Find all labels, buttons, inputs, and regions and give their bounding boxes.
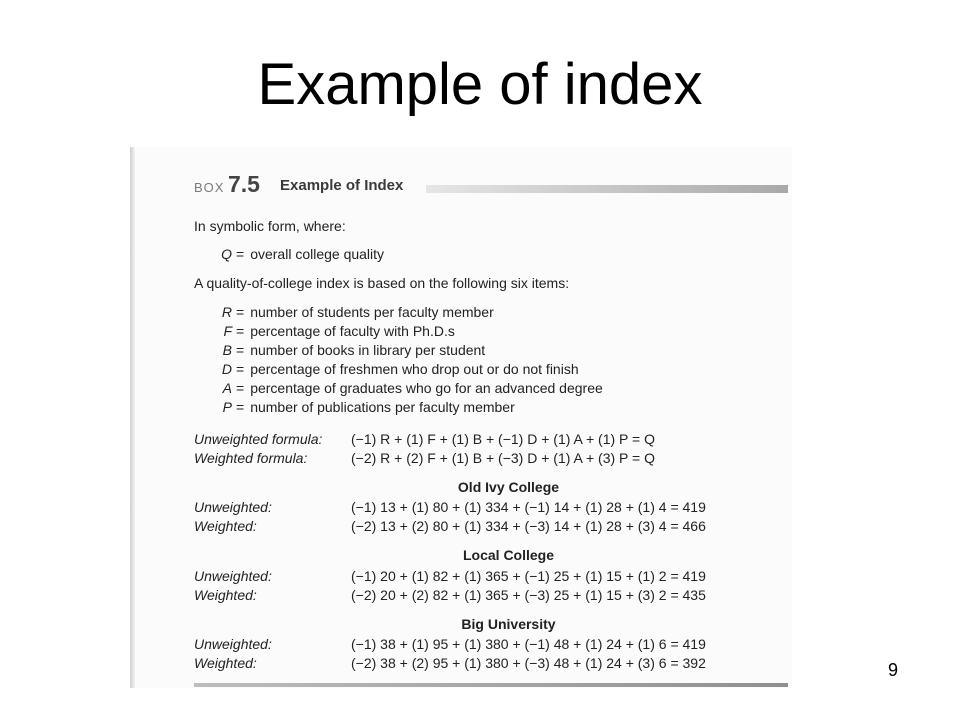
weighted-calculation: (−2) 38 + (2) 95 + (1) 380 + (−3) 48 + (1) 24 + (3) 6 = 392 [351, 655, 706, 671]
variable-description: number of students per faculty member [250, 304, 494, 320]
definition-item [214, 341, 485, 359]
college-name: Old Ivy College [457, 479, 560, 495]
unweighted-calculation: (−1) 13 + (1) 80 + (1) 334 + (−1) 14 + (1) 28 + (1) 4 = 419 [351, 499, 706, 515]
equals-sign: = [236, 361, 245, 377]
variable-description: percentage of freshmen who drop out or do not finish [250, 361, 579, 377]
variable-description: number of books in library per student [250, 342, 486, 358]
variable-description: number of publications per faculty member [250, 399, 515, 415]
box-number: 7.5 [228, 171, 260, 197]
bottom-rule [194, 683, 788, 687]
weighted-calculation: (−2) 20 + (2) 82 + (1) 365 + (−3) 25 + (1) 15 + (3) 2 = 435 [351, 587, 706, 603]
unweighted-formula-label: Unweighted formula: [194, 431, 323, 447]
variable-symbol: B [222, 342, 232, 358]
variable-symbol: F [223, 323, 232, 339]
slide-title: Example of index [257, 52, 703, 117]
variable-description: overall college quality [250, 246, 385, 262]
scanned-textbox-image [130, 147, 792, 688]
scan-edge-shadow [130, 147, 135, 688]
unweighted-label: Unweighted: [194, 499, 272, 515]
unweighted-label: Unweighted: [194, 636, 272, 652]
college-name: Big University [461, 616, 556, 632]
variable-description: percentage of graduates who go for an advanced degree [250, 380, 603, 396]
variable-symbol: A [222, 380, 232, 396]
variable-symbol: D [221, 361, 232, 377]
unweighted-calculation: (−1) 38 + (1) 95 + (1) 380 + (−1) 48 + (1) 24 + (1) 6 = 419 [351, 636, 706, 652]
equals-sign: = [236, 380, 245, 396]
weighted-calculation: (−2) 13 + (2) 80 + (1) 334 + (−3) 14 + (1) 28 + (3) 4 = 466 [351, 518, 706, 534]
definition-item [214, 303, 494, 321]
weighted-formula: (−2) R + (2) F + (1) B + (−3) D + (1) A + (3) P = Q [351, 450, 655, 466]
equals-sign: = [236, 399, 245, 415]
unweighted-calculation: (−1) 20 + (1) 82 + (1) 365 + (−1) 25 + (1) 15 + (1) 2 = 419 [351, 568, 706, 584]
definition-item [214, 360, 579, 378]
equals-sign: = [236, 246, 245, 262]
page-number: 9 [888, 660, 899, 680]
weighted-formula-label: Weighted formula: [194, 450, 308, 466]
items-intro-text: A quality-of-college index is based on the following six items: [194, 275, 570, 291]
box-label: BOX [194, 180, 225, 195]
equals-sign: = [236, 304, 245, 320]
definition-item [214, 398, 515, 416]
variable-symbol: P [222, 399, 232, 415]
college-name: Local College [462, 547, 555, 563]
weighted-label: Weighted: [194, 655, 257, 671]
variable-symbol: R [221, 304, 232, 320]
box-title: Example of Index [280, 177, 404, 194]
variable-description: percentage of faculty with Ph.D.s [250, 323, 455, 339]
weighted-label: Weighted: [194, 587, 257, 603]
unweighted-label: Unweighted: [194, 568, 272, 584]
header-rule [426, 185, 788, 193]
weighted-label: Weighted: [194, 518, 257, 534]
variable-symbol: Q [221, 246, 232, 262]
equals-sign: = [236, 323, 245, 339]
definition-item [214, 322, 455, 340]
unweighted-formula: (−1) R + (1) F + (1) B + (−1) D + (1) A + (1) P = Q [351, 431, 655, 447]
intro-text: In symbolic form, where: [194, 218, 346, 234]
equals-sign: = [236, 342, 245, 358]
definition-item [214, 379, 603, 397]
box-header [194, 171, 788, 197]
